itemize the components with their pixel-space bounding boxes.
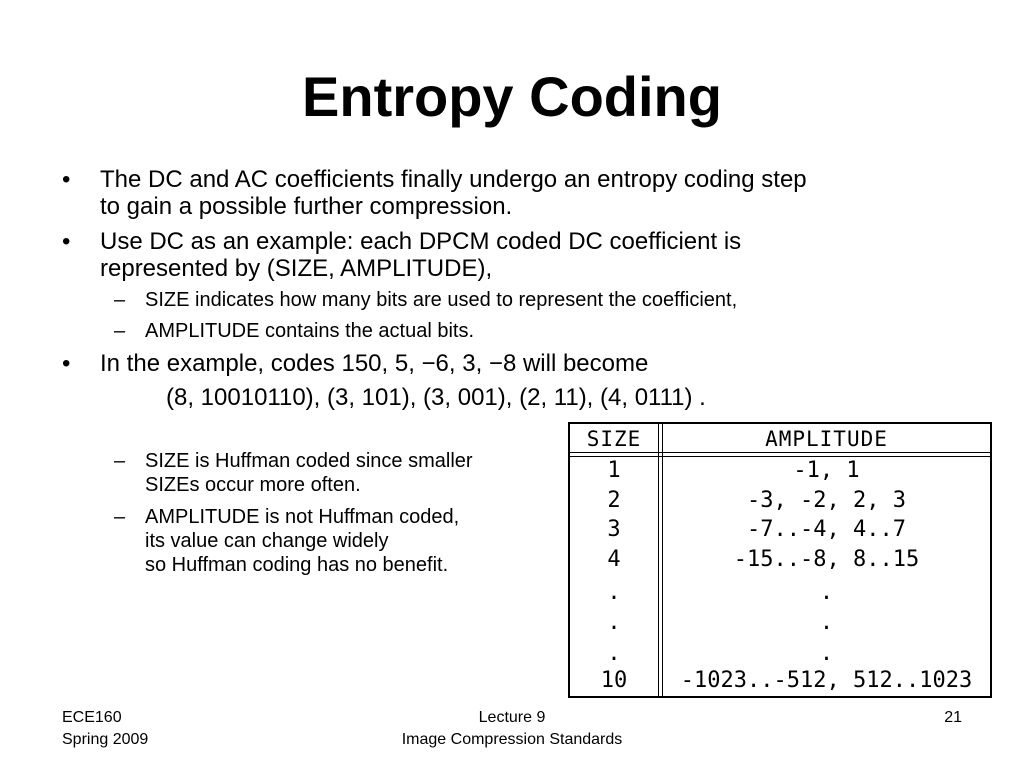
sub-bullet-text: SIZE indicates how many bits are used to represent the coefficient, xyxy=(145,289,738,311)
footer-center xyxy=(312,707,712,751)
sub-bullet-marker: – xyxy=(114,320,126,342)
table-cell-size: 4 xyxy=(607,547,621,572)
sub-bullet-text-line: SIZEs occur more often. xyxy=(145,474,361,496)
sub-bullet-marker: – xyxy=(114,450,126,472)
bullet-text-line: In the example, codes 150, 5, −6, 3, −8 will become xyxy=(100,350,649,377)
bullet-text-line: The DC and AC coefficients finally undergo an entropy coding step xyxy=(100,166,807,193)
footer-course: ECE160 xyxy=(62,709,122,726)
size-amplitude-table xyxy=(568,422,992,698)
table-cell-amplitude: -1, 1 xyxy=(793,458,860,483)
sub-bullet-text-line: AMPLITUDE is not Huffman coded, xyxy=(145,506,460,528)
codes-line: (8, 10010110), (3, 101), (3, 001), (2, 11), (4, 0111) . xyxy=(166,384,706,411)
footer-right xyxy=(900,707,962,729)
footer-lecture-title: Image Compression Standards xyxy=(401,731,623,748)
sub-bullet-text-line: so Huffman coding has no benefit. xyxy=(145,554,449,576)
footer-left xyxy=(62,707,148,751)
bullet-text-line: represented by (SIZE, AMPLITUDE), xyxy=(100,255,493,282)
table-cell-amplitude: . xyxy=(819,580,834,605)
bullet-marker: • xyxy=(62,166,71,193)
bullet-marker: • xyxy=(62,228,71,255)
table-cell-size: 1 xyxy=(607,458,621,483)
sub-bullet-text-line: its value can change widely xyxy=(145,530,389,552)
page-number: 21 xyxy=(944,709,962,726)
sub-bullet-text: AMPLITUDE contains the actual bits. xyxy=(145,320,475,342)
table-cell-amplitude: -1023..-512, 512..1023 xyxy=(680,668,973,693)
table-header-amplitude: AMPLITUDE xyxy=(765,427,888,451)
table-cell-size: . xyxy=(607,610,621,635)
table-cell-size: 2 xyxy=(607,488,621,513)
footer-lecture: Lecture 9 xyxy=(478,709,546,726)
bullet-marker: • xyxy=(62,350,71,377)
footer-term: Spring 2009 xyxy=(62,731,149,748)
table-header-size: SIZE xyxy=(586,427,642,451)
table-cell-amplitude: -3, -2, 2, 3 xyxy=(747,488,906,513)
sub-bullet-text-line: SIZE is Huffman coded since smaller xyxy=(145,450,473,472)
table-cell-size: 10 xyxy=(600,668,628,693)
sub-bullet-marker: – xyxy=(114,506,126,528)
table-cell-size: . xyxy=(607,641,621,666)
table-cell-amplitude: . xyxy=(819,610,834,635)
table-cell-amplitude: -7..-4, 4..7 xyxy=(747,517,906,542)
table-cell-size: . xyxy=(607,580,621,605)
bullet-text-line: Use DC as an example: each DPCM coded DC coefficient is xyxy=(100,228,742,255)
table-cell-amplitude: . xyxy=(819,641,834,666)
slide-title: Entropy Coding xyxy=(302,65,722,128)
table-cell-size: 3 xyxy=(607,517,621,542)
bullet-text-line: to gain a possible further compression. xyxy=(100,193,513,220)
table-cell-amplitude: -15..-8, 8..15 xyxy=(733,547,920,572)
sub-bullet-marker: – xyxy=(114,289,126,311)
